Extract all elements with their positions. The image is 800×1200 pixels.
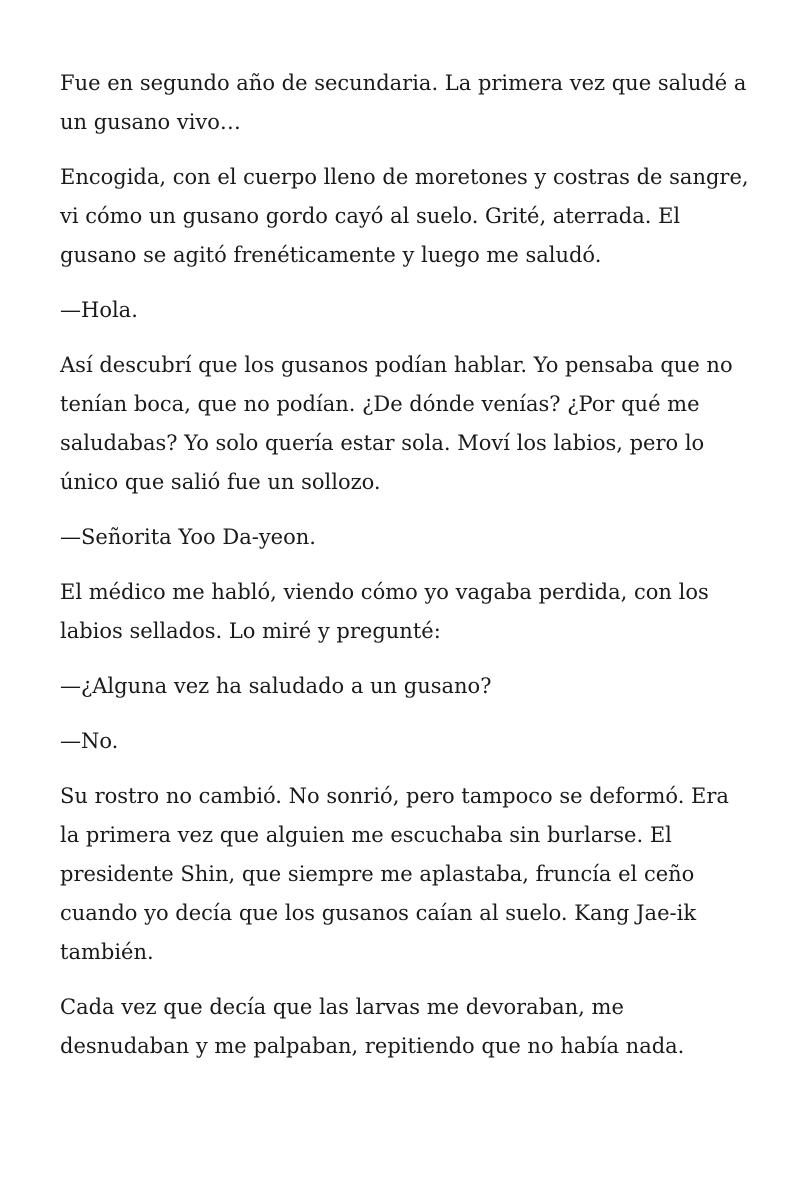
paragraph: Fue en segundo año de secundaria. La primera vez que saludé a un gusano vivo… [60,71,747,134]
paragraph: Su rostro no cambió. No sonrió, pero tampoco se deformó. Era la primera vez que alguien me escuchaba sin burlarse. El presidente Shin, que siempre me aplastaba, fruncía el ceño cuando yo decía que los gusanos caían al suelo. Kang Jae-ik también. [60,784,729,964]
paragraph: Encogida, con el cuerpo lleno de moretones y costras de sangre, vi cómo un gusano gordo cayó al suelo. Grité, aterrada. El gusano se agitó frenéticamente y luego me saludó. [60,165,749,267]
paragraph: —¿Alguna vez ha saludado a un gusano? [60,674,492,698]
paragraph: Así descubrí que los gusanos podían hablar. Yo pensaba que no tenían boca, que no podían. ¿De dónde venías? ¿Por qué me saludabas? Yo solo quería estar sola. Moví los labios, pero lo único que salió fue un sollozo. [60,353,733,494]
paragraph: —Hola. [60,298,138,322]
paragraph: El médico me habló, viendo cómo yo vagaba perdida, con los labios sellados. Lo miré y pregunté: [60,580,709,643]
paragraph: Cada vez que decía que las larvas me devoraban, me desnudaban y me palpaban, repitiendo que no había nada. [60,995,685,1058]
paragraph: —No. [60,729,119,753]
paragraph: —Señorita Yoo Da-yeon. [60,525,316,549]
document-body [60,64,750,1082]
